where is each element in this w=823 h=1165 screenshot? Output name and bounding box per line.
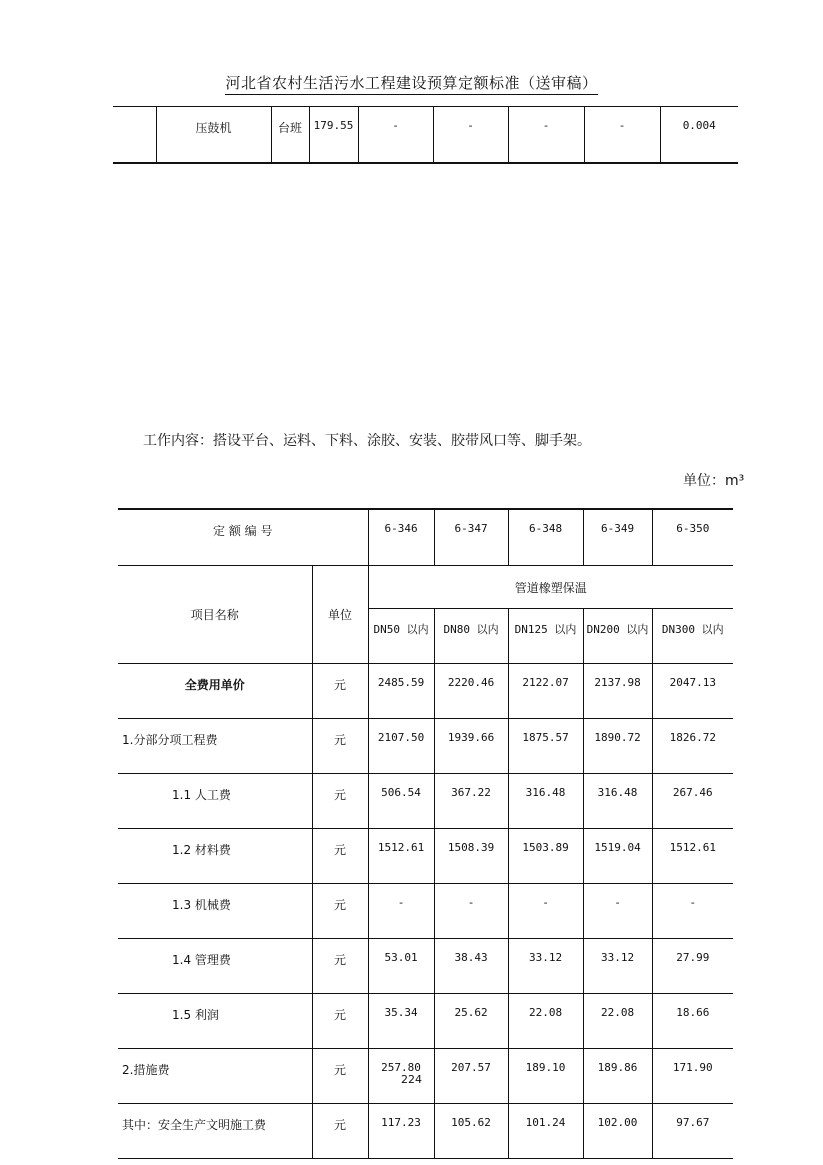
table-cell: 171.90	[652, 1049, 733, 1104]
row-unit: 元	[312, 884, 368, 939]
spec-cell: DN125 以内	[508, 609, 583, 664]
table-cell: 316.48	[583, 774, 652, 829]
table-cell: -	[583, 884, 652, 939]
table-cell: -	[584, 107, 660, 164]
table-cell: 33.12	[508, 939, 583, 994]
machine-price-cell: 179.55	[309, 107, 358, 164]
row-name: 其中：安全生产文明施工费	[118, 1104, 312, 1159]
spec-cell: DN200 以内	[583, 609, 652, 664]
table-cell: -	[508, 884, 583, 939]
table-cell: 0.004	[660, 107, 738, 164]
document-title-text: 河北省农村生活污水工程建设预算定额标准（送审稿）	[225, 74, 597, 95]
table-cell: 35.34	[368, 994, 434, 1049]
row-unit: 元	[312, 1049, 368, 1104]
row-name: 1.分部分项工程费	[118, 719, 312, 774]
table-cell: 33.12	[583, 939, 652, 994]
table-cell: -	[652, 884, 733, 939]
quota-code-cell: 6-346	[368, 509, 434, 566]
table-row	[118, 1104, 733, 1159]
table-cell: 1512.61	[368, 829, 434, 884]
document-title	[0, 72, 823, 93]
table-cell: -	[508, 107, 584, 164]
table-cell: 101.24	[508, 1104, 583, 1159]
table-cell: 2122.07	[508, 664, 583, 719]
group-header: 管道橡塑保温	[368, 566, 733, 609]
quota-code-cell: 6-349	[583, 509, 652, 566]
table-cell: 1826.72	[652, 719, 733, 774]
row-unit: 元	[312, 939, 368, 994]
unit-label: 单位：m³	[683, 473, 745, 489]
table-cell: 102.00	[583, 1104, 652, 1159]
table-cell: 189.86	[583, 1049, 652, 1104]
table-row	[118, 664, 733, 719]
table-row	[118, 939, 733, 994]
table-cell: 105.62	[434, 1104, 508, 1159]
quota-code-cell: 6-350	[652, 509, 733, 566]
quota-code-cell: 6-347	[434, 509, 508, 566]
quota-code-row	[118, 509, 733, 566]
header-row	[118, 566, 733, 609]
table-row	[118, 774, 733, 829]
page-number: 224	[401, 1073, 422, 1086]
row-unit: 元	[312, 664, 368, 719]
table-cell: 1939.66	[434, 719, 508, 774]
machine-unit-cell: 台班	[271, 107, 309, 164]
spec-cell: DN300 以内	[652, 609, 733, 664]
quota-table	[118, 508, 733, 1159]
row-name: 1.2 材料费	[118, 829, 312, 884]
table-cell: -	[358, 107, 433, 164]
table-cell: -	[433, 107, 508, 164]
row-unit: 元	[312, 994, 368, 1049]
table-cell: 1890.72	[583, 719, 652, 774]
spec-cell: DN50 以内	[368, 609, 434, 664]
table-cell: 2047.13	[652, 664, 733, 719]
table-cell: 117.23	[368, 1104, 434, 1159]
item-name-header: 项目名称	[118, 566, 312, 664]
row-name: 1.4 管理费	[118, 939, 312, 994]
table-cell: 506.54	[368, 774, 434, 829]
table-cell: 25.62	[434, 994, 508, 1049]
table-cell: 1508.39	[434, 829, 508, 884]
row-name: 2.措施费	[118, 1049, 312, 1104]
quota-code-cell: 6-348	[508, 509, 583, 566]
table-cell: 38.43	[434, 939, 508, 994]
table-cell: 257.80	[368, 1049, 434, 1104]
table-cell: 27.99	[652, 939, 733, 994]
table-cell: 2220.46	[434, 664, 508, 719]
table-cell: 1503.89	[508, 829, 583, 884]
work-content-text: 工作内容：搭设平台、运料、下料、涂胶、安装、胶带风口等、脚手架。	[143, 433, 591, 449]
table-cell	[113, 107, 156, 164]
row-name: 1.3 机械费	[118, 884, 312, 939]
table-cell: -	[368, 884, 434, 939]
table-cell: 2137.98	[583, 664, 652, 719]
table-cell: 18.66	[652, 994, 733, 1049]
table-row	[118, 884, 733, 939]
row-unit: 元	[312, 829, 368, 884]
row-unit: 元	[312, 719, 368, 774]
table-cell: 1875.57	[508, 719, 583, 774]
machine-name-cell: 压鼓机	[156, 107, 271, 164]
table-row	[118, 719, 733, 774]
table-cell: 53.01	[368, 939, 434, 994]
table-cell: 316.48	[508, 774, 583, 829]
table-cell: 1512.61	[652, 829, 733, 884]
table-row	[118, 994, 733, 1049]
table-row	[113, 107, 738, 164]
table-cell: 267.46	[652, 774, 733, 829]
row-unit: 元	[312, 1104, 368, 1159]
continued-machinery-table	[113, 106, 738, 164]
quota-code-label: 定 额 编 号	[118, 509, 368, 566]
table-cell: -	[434, 884, 508, 939]
table-cell: 207.57	[434, 1049, 508, 1104]
row-name: 1.5 利润	[118, 994, 312, 1049]
table-cell: 22.08	[508, 994, 583, 1049]
row-unit: 元	[312, 774, 368, 829]
table-row	[118, 829, 733, 884]
spec-cell: DN80 以内	[434, 609, 508, 664]
table-cell: 1519.04	[583, 829, 652, 884]
table-cell: 2485.59	[368, 664, 434, 719]
table-cell: 22.08	[583, 994, 652, 1049]
unit-header: 单位	[312, 566, 368, 664]
row-name: 全费用单价	[118, 664, 312, 719]
table-cell: 2107.50	[368, 719, 434, 774]
table-cell: 189.10	[508, 1049, 583, 1104]
row-name: 1.1 人工费	[118, 774, 312, 829]
table-cell: 97.67	[652, 1104, 733, 1159]
table-cell: 367.22	[434, 774, 508, 829]
